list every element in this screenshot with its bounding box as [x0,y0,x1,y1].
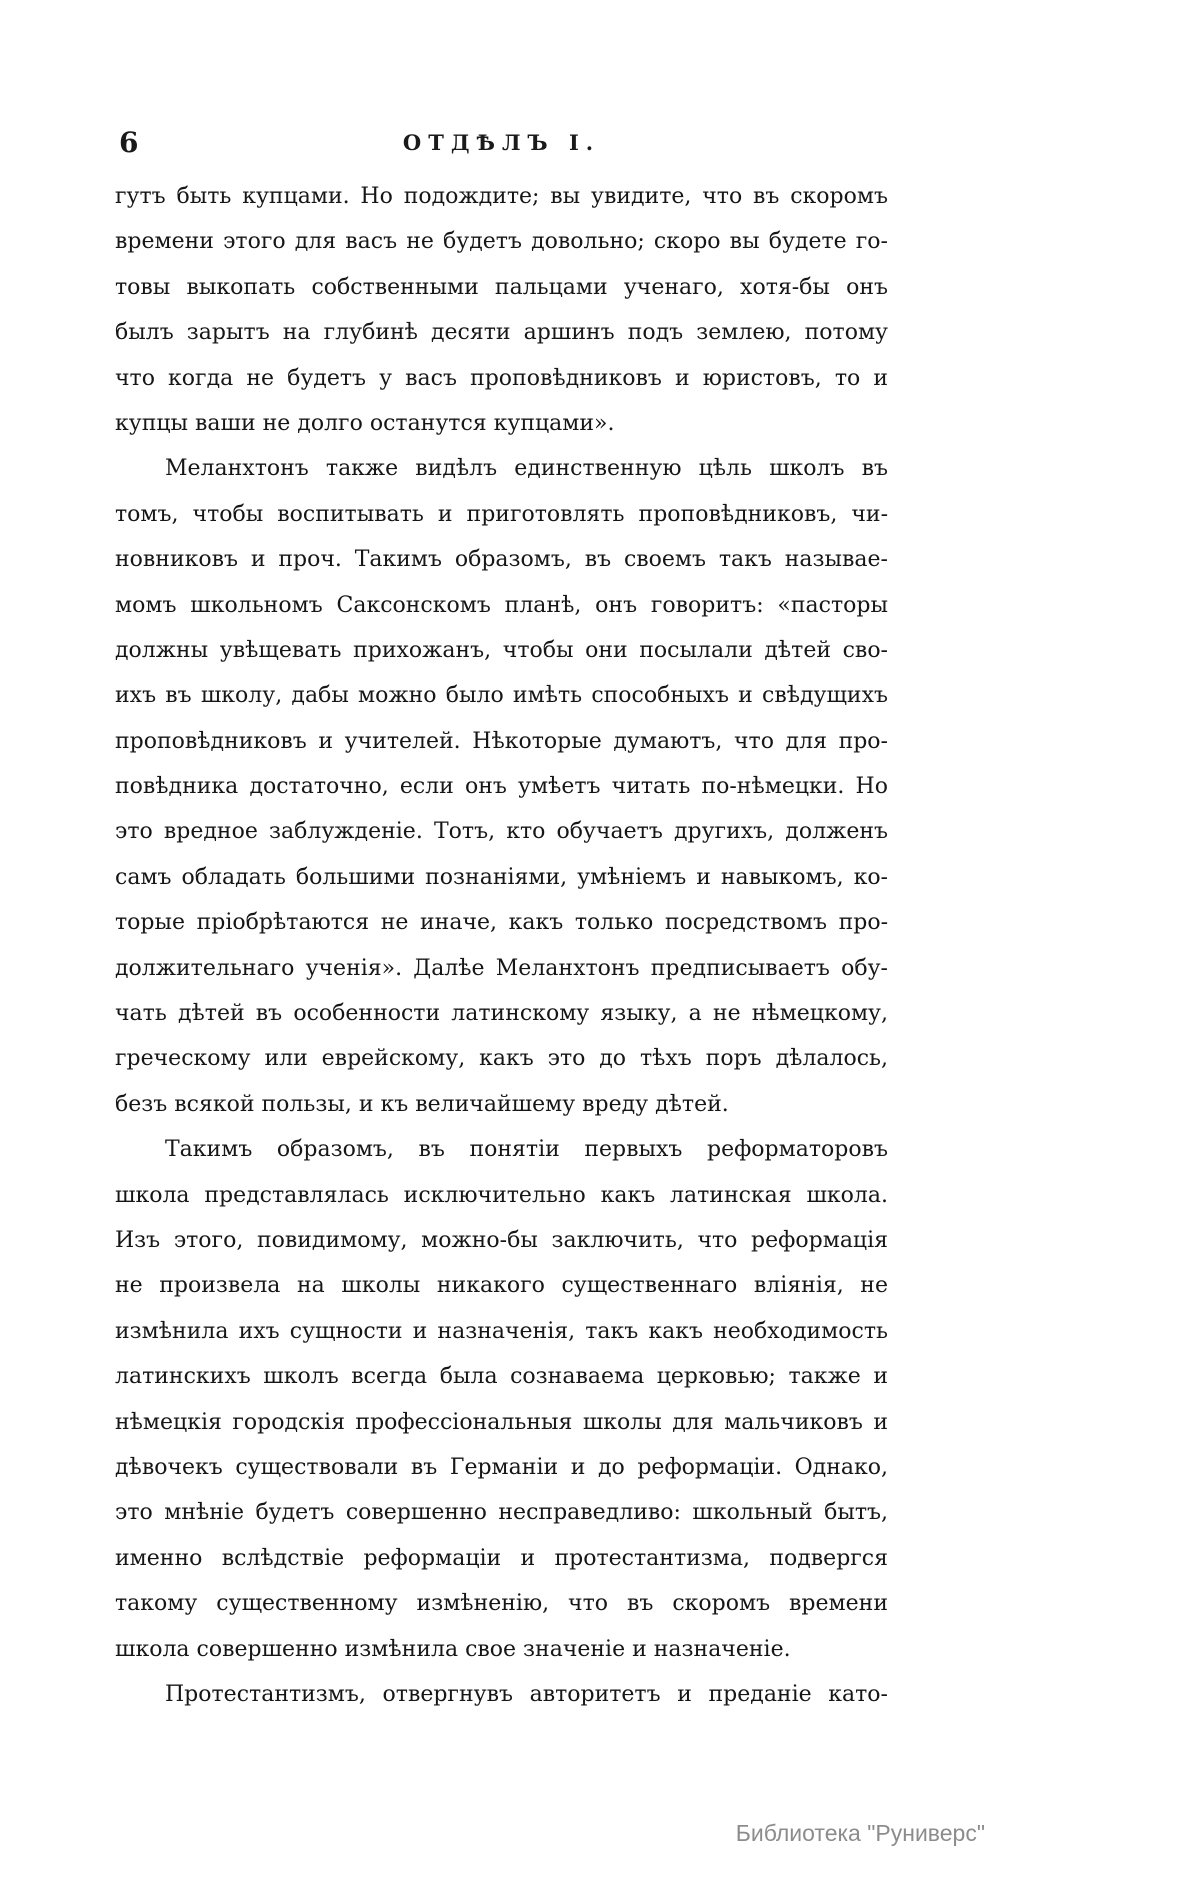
text-line: купцы ваши не долго останутся купцами». [115,410,615,436]
text-line: гутъ быть купцами. Но подождите; вы увидите, что въ скоромъ [115,184,888,209]
text-line: что когда не будетъ у васъ проповѣдниковъ и юристовъ, то и [115,365,888,391]
text-line: это вредное заблужденіе. Тотъ, кто обучаетъ другихъ, долженъ [115,819,888,845]
text-line: ихъ въ школу, дабы можно было имѣть способныхъ и свѣдущихъ [115,683,888,709]
text-line: самъ обладать большими познаніями, умѣніемъ и навыкомъ, ко- [115,864,888,890]
text-line: былъ зарытъ на глубинѣ десяти аршинъ подъ землею, потому [115,320,888,346]
text-line: новниковъ и проч. Такимъ образомъ, въ своемъ такъ называе- [115,547,888,573]
text-line: должительнаго ученія». Далѣе Меланхтонъ предписываетъ обу- [115,955,888,981]
text-line: Изъ этого, повидимому, можно-бы заключить, что реформація [115,1227,888,1253]
text-line: торые пріобрѣтаются не иначе, какъ только посредствомъ про- [115,910,888,936]
text-line: товы выкопать собственными пальцами ученаго, хотя-бы онъ [115,274,888,300]
text-line: момъ школьномъ Саксонскомъ планѣ, онъ говоритъ: «пасторы [115,592,888,618]
section-header: ОТДѢЛЪ I. [402,130,601,155]
text-line: латинскихъ школъ всегда была сознаваема церковью; также и [115,1364,888,1390]
library-watermark: Библиотека "Руниверс" [735,1820,985,1846]
text-line: именно вслѣдствіе реформаціи и протестантизма, подвергся [115,1545,888,1571]
text-line: Такимъ образомъ, въ понятіи первыхъ реформаторовъ [165,1137,888,1163]
text-line: чать дѣтей въ особенности латинскому языку, а не нѣмецкому, [115,1001,888,1027]
text-line: повѣдника достаточно, если онъ умѣетъ читать по-нѣмецки. Но [115,774,888,800]
text-line: это мнѣніе будетъ совершенно несправедливо: школьный бытъ, [115,1500,888,1526]
text-line: не произвела на школы никакого существеннаго вліянія, не [115,1273,888,1299]
text-line: нѣмецкія городскія профессіональныя школы для мальчиковъ и [115,1409,888,1435]
text-line: проповѣдниковъ и учителей. Нѣкоторые думаютъ, что для про- [115,728,888,754]
text-line: такому существенному измѣненію, что въ скоромъ времени [115,1591,888,1617]
body-text [115,174,888,1717]
text-line: безъ всякой пользы, и къ величайшему вреду дѣтей. [115,1091,729,1117]
text-line: должны увѣщевать прихожанъ, чтобы они посылали дѣтей сво- [115,637,888,663]
text-line: школа совершенно измѣнила свое значеніе и назначеніе. [115,1636,791,1662]
text-line: измѣнила ихъ сущности и назначенія, такъ какъ необходимость [115,1318,888,1344]
text-line: греческому или еврейскому, какъ это до тѣхъ поръ дѣлалось, [115,1046,888,1072]
text-line: Меланхтонъ также видѣлъ единственную цѣль школъ въ [165,456,888,482]
text-line: Протестантизмъ, отвергнувъ авторитетъ и преданіе като- [165,1681,888,1707]
text-line: школа представлялась исключительно какъ латинская школа. [115,1182,888,1208]
text-line: томъ, чтобы воспитывать и приготовлять проповѣдниковъ, чи- [115,501,888,527]
page-masthead [115,126,888,166]
text-line: дѣвочекъ существовали въ Германіи и до реформаціи. Однако, [115,1454,888,1480]
text-line: времени этого для васъ не будетъ довольно; скоро вы будете го- [115,229,888,255]
page-number: 6 [119,126,139,159]
